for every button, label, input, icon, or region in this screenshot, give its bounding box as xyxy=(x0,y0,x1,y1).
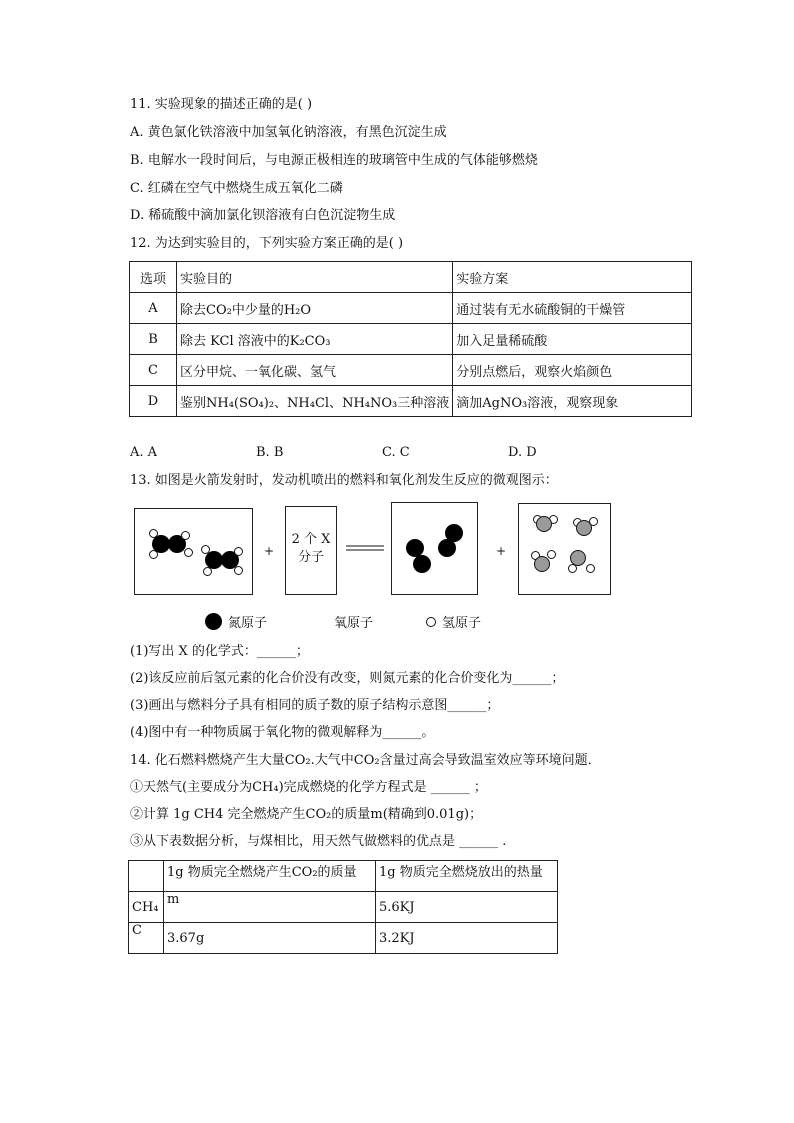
hydrogen-atom-swatch xyxy=(426,617,436,627)
hydrogen-atom xyxy=(586,564,595,573)
q11-option-a: A. 黄色氯化铁溶液中加氢氧化钠溶液，有黑色沉淀生成 xyxy=(130,125,447,140)
q12-stem: 12. 为达到实验目的，下列实验方案正确的是( ) xyxy=(130,236,404,251)
nitrogen-atom xyxy=(413,555,431,573)
table-cell: 3.2KJ xyxy=(376,923,558,954)
q13-stem: 13. 如图是火箭发射时，发动机喷出的燃料和氧化剂发生反应的微观图示： xyxy=(130,473,558,488)
table-row xyxy=(130,324,692,355)
q11-option-b: B. 电解水一段时间后，与电源正极相连的玻璃管中生成的气体能够燃烧 xyxy=(130,153,538,168)
legend-label: 氢原子 xyxy=(442,616,482,631)
table-cell: 除去 KCl 溶液中的K₂CO₃ xyxy=(177,324,453,355)
reaction-equals-sign xyxy=(346,545,386,553)
hydrogen-atom xyxy=(234,566,243,575)
plus-sign: + xyxy=(496,544,507,558)
legend-nitrogen xyxy=(205,612,267,631)
q12-choice-d: D. D xyxy=(508,445,537,460)
table-header: 选项 xyxy=(130,262,177,293)
legend-oxygen xyxy=(334,612,373,631)
q13-sub-1: (1)写出 X 的化学式：______； xyxy=(130,644,309,659)
q14-stem: 14. 化石燃料燃烧产生大量CO₂.大气中CO₂含量过高会导致温室效应等环境问题． xyxy=(130,753,601,768)
table-cell: C xyxy=(130,355,177,386)
q14-table xyxy=(128,860,558,954)
nitrogen-atom xyxy=(438,539,456,557)
legend-label: 氮原子 xyxy=(228,616,268,631)
table-row xyxy=(130,355,692,386)
oxygen-atom xyxy=(534,556,550,572)
hydrogen-atom xyxy=(234,547,243,556)
q12-table xyxy=(129,261,692,417)
hydrogen-atom xyxy=(547,550,556,559)
q14-item-3: ③从下表数据分析，与煤相比，用天然气做燃料的优点是 ______ . xyxy=(130,834,507,849)
oxygen-atom xyxy=(576,520,592,536)
q12-choice-c: C. C xyxy=(382,445,410,460)
nitrogen-atom-swatch xyxy=(205,613,222,630)
q12-choice-a: A. A xyxy=(130,445,158,460)
table-row xyxy=(129,892,558,923)
table-cell: 除去CO₂中少量的H₂O xyxy=(177,293,453,324)
q13-sub-4: (4)图中有一种物质属于氧化物的微观解释为______。 xyxy=(130,725,435,740)
fuel-molecules-box xyxy=(134,508,253,595)
plus-sign: + xyxy=(264,544,275,558)
table-cell: B xyxy=(130,324,177,355)
nitrogen-molecules-box xyxy=(391,502,478,595)
legend-hydrogen xyxy=(426,612,481,631)
x-molecules-label-line2: 分子 xyxy=(297,550,324,565)
table-cell: D xyxy=(130,386,177,417)
hydrogen-atom xyxy=(184,548,193,557)
table-header-row xyxy=(130,262,692,293)
table-cell: 5.6KJ xyxy=(376,892,558,923)
q11-option-c: C. 红磷在空气中燃烧生成五氧化二磷 xyxy=(130,181,343,196)
q14-item-2: ②计算 1g CH4 完全燃烧产生CO₂的质量m(精确到0.01g)； xyxy=(130,807,483,822)
legend-label: 氧原子 xyxy=(334,616,374,631)
table-cell: C xyxy=(129,923,164,954)
water-molecules-box xyxy=(518,503,611,595)
q11-option-d: D. 稀硫酸中滴加氯化钡溶液有白色沉淀物生成 xyxy=(130,208,396,223)
table-row xyxy=(130,293,692,324)
q11-stem: 11. 实验现象的描述正确的是( ) xyxy=(130,97,313,112)
table-header: 实验目的 xyxy=(177,262,453,293)
oxygen-atom xyxy=(570,550,586,566)
table-row xyxy=(130,386,692,417)
table-cell: CH₄ xyxy=(129,892,164,923)
x-molecules-label-line1: 2 个 X xyxy=(291,532,331,547)
table-cell: m xyxy=(164,892,376,923)
oxygen-atom xyxy=(536,516,552,532)
q13-sub-3: (3)画出与燃料分子具有相同的质子数的原子结构示意图______； xyxy=(130,698,500,713)
table-header: 实验方案 xyxy=(453,262,692,293)
table-cell: 3.67g xyxy=(164,923,376,954)
table-cell: 通过装有无水硫酸铜的干燥管 xyxy=(453,293,692,324)
table-row xyxy=(129,923,558,954)
table-cell: 滴加AgNO₃溶液，观察现象 xyxy=(453,386,692,417)
table-cell: A xyxy=(130,293,177,324)
q12-choice-b: B. B xyxy=(256,445,284,460)
table-header: 1g 物质完全燃烧放出的热量 xyxy=(376,861,558,892)
table-cell: 区分甲烷、一氧化碳、氢气 xyxy=(177,355,453,386)
x-molecules-box xyxy=(285,506,337,595)
table-header: 1g 物质完全燃烧产生CO₂的质量 xyxy=(164,861,376,892)
table-cell: 分别点燃后，观察火焰颜色 xyxy=(453,355,692,386)
q14-item-1: ①天然气(主要成分为CH₄)完成燃烧的化学方程式是 ______ ； xyxy=(130,780,487,795)
table-header xyxy=(129,861,164,892)
table-cell: 加入足量稀硫酸 xyxy=(453,324,692,355)
table-header-row xyxy=(129,861,558,892)
table-cell: 鉴别NH₄(SO₄)₂、NH₄Cl、NH₄NO₃三种溶液 xyxy=(177,386,453,417)
hydrogen-atom xyxy=(181,531,190,540)
q13-sub-2: (2)该反应前后氢元素的化合价没有改变，则氮元素的化合价变化为______； xyxy=(130,671,565,686)
